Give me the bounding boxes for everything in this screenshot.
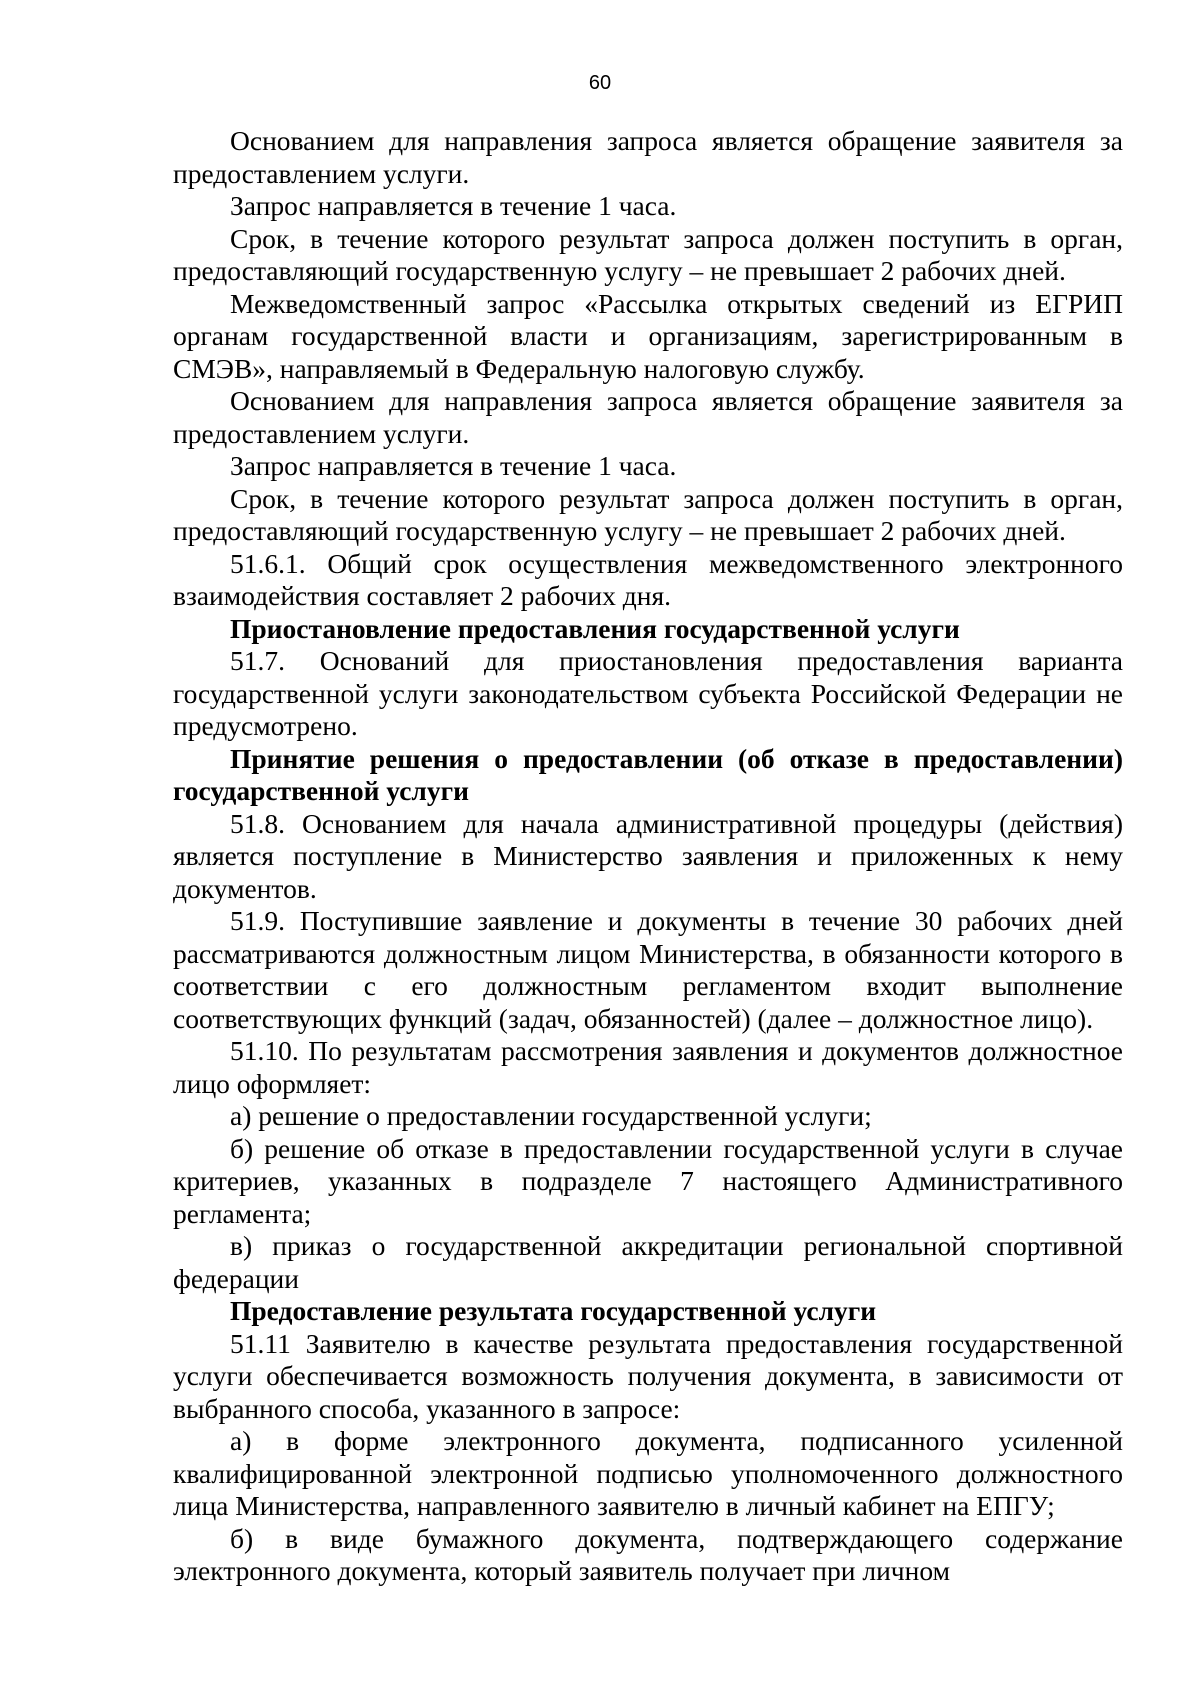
paragraph: Межведомственный запрос «Рассылка открытых сведений из ЕГРИП органам государственной власти и организациям, зарегистрированным в СМЭВ», направляемый в Федеральную налоговую службу.	[173, 287, 1123, 384]
page-number: 60	[588, 72, 612, 94]
paragraph: Основанием для направления запроса является обращение заявителя за предоставлением услуги.	[173, 385, 1123, 449]
section-heading: Приостановление предоставления государственной услуги	[230, 612, 960, 644]
paragraph: Срок, в течение которого результат запроса должен поступить в орган, предоставляющий государственную услугу – не превышает 2 рабочих дней.	[173, 222, 1123, 286]
document-body	[173, 125, 1123, 1588]
paragraph: 51.7. Оснований для приостановления предоставления варианта государственной услуги законодательством субъекта Российской Федерации не предусмотрено.	[173, 645, 1123, 741]
paragraph: Запрос направляется в течение 1 часа.	[230, 450, 677, 481]
paragraph: 51.11 Заявителю в качестве результата предоставления государственной услуги обеспечивается возможность получения документа, в зависимости от выбранного способа, указанного в запросе:	[173, 1327, 1123, 1424]
paragraph: 51.9. Поступившие заявление и документы в течение 30 рабочих дней рассматриваются должностным лицом Министерства, в обязанности которого в соответствии с его должностным регламентом входит выполнение соответствующих функций (задач, обязанностей) (далее – должностное лицо).	[173, 905, 1123, 1034]
paragraph: Запрос направляется в течение 1 часа.	[230, 190, 677, 221]
paragraph: 51.8. Основанием для начала административной процедуры (действия) является поступление в Министерство заявления и приложенных к нему документов.	[173, 807, 1123, 904]
list-item: а) в форме электронного документа, подписанного усиленной квалифицированной электронной подписью уполномоченного должностного лица Министерства, направленного заявителю в личный кабинет на ЕПГУ;	[173, 1425, 1123, 1521]
list-item: в) приказ о государственной аккредитации региональной спортивной федерации	[173, 1230, 1123, 1294]
list-item: б) решение об отказе в предоставлении государственной услуги в случае критериев, указанных в подразделе 7 настоящего Административного регламента;	[173, 1132, 1123, 1229]
paragraph: 51.10. По результатам рассмотрения заявления и документов должностное лицо оформляет:	[173, 1035, 1123, 1099]
section-heading: Принятие решения о предоставлении (об отказе в предоставлении) государственной услуги	[173, 742, 1123, 806]
paragraph: 51.6.1. Общий срок осуществления межведомственного электронного взаимодействия составляет 2 рабочих дня.	[173, 547, 1123, 611]
list-item: а) решение о предоставлении государственной услуги;	[230, 1100, 872, 1131]
paragraph: Основанием для направления запроса является обращение заявителя за предоставлением услуги.	[173, 125, 1123, 189]
list-item: б) в виде бумажного документа, подтверждающего содержание электронного документа, который заявитель получает при личном	[173, 1522, 1123, 1586]
paragraph: Срок, в течение которого результат запроса должен поступить в орган, предоставляющий государственную услугу – не превышает 2 рабочих дней.	[173, 482, 1123, 546]
section-heading: Предоставление результата государственной услуги	[230, 1295, 877, 1326]
